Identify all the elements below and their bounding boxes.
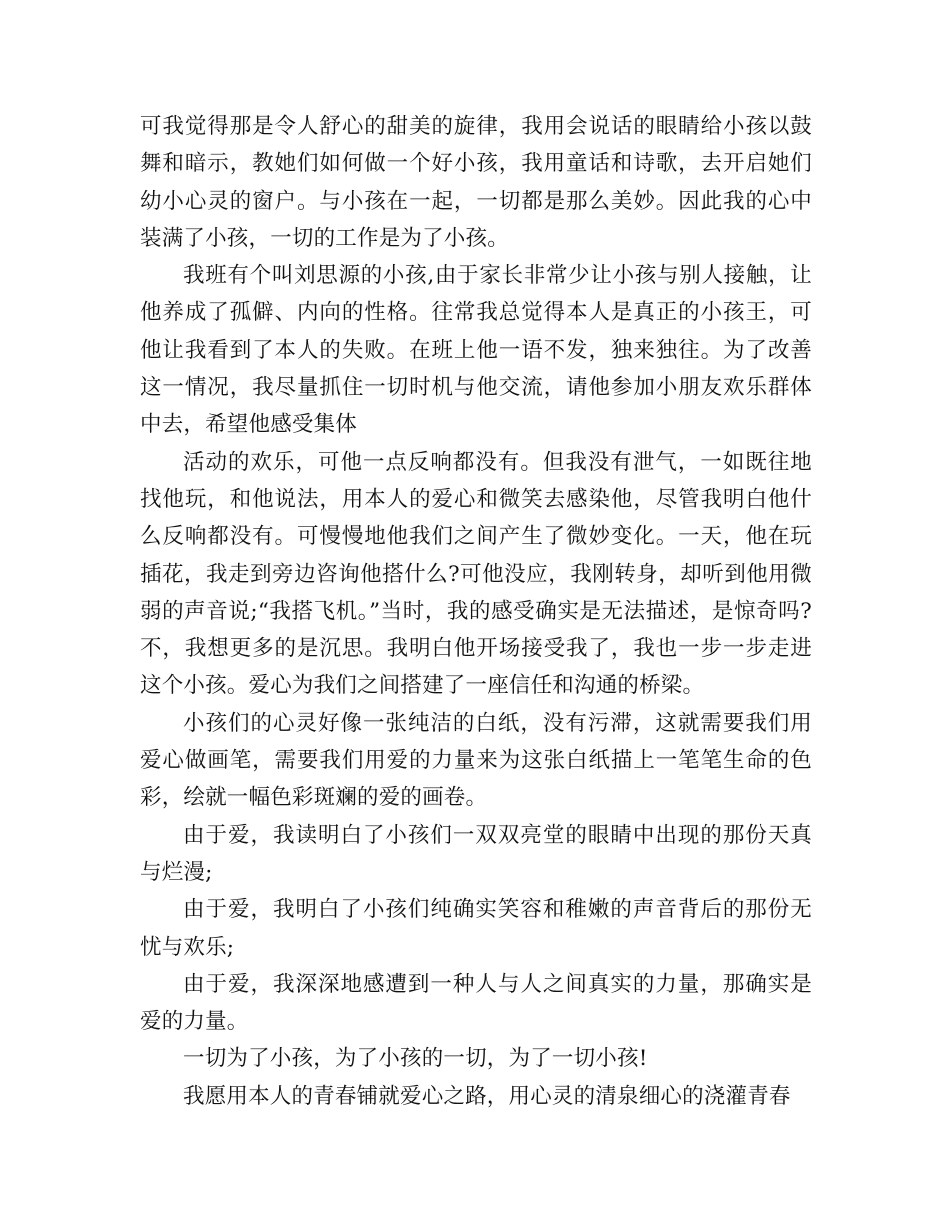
- document-body: [140, 108, 812, 1115]
- paragraph-6: 由于爱，我明白了小孩们纯确实笑容和稚嫩的声音背后的那份无忧与欢乐;: [140, 897, 812, 960]
- paragraph-8: 一切为了小孩，为了小孩的一切，为了一切小孩!: [183, 1046, 648, 1072]
- paragraph-4: 小孩们的心灵好像一张纯洁的白纸，没有污滞，这就需要我们用爱心做画笔，需要我们用爱的力量来为这张白纸描上一笔笔生命的色彩，绘就一幅色彩斑斓的爱的画卷。: [140, 710, 812, 811]
- paragraph-9: 我愿用本人的青春铺就爱心之路，用心灵的清泉细心的浇灌青春: [183, 1083, 791, 1109]
- paragraph-2: 我班有个叫刘思源的小孩,由于家长非常少让小孩与别人接触，让他养成了孤僻、内向的性格。往常我总觉得本人是真正的小孩王，可他让我看到了本人的失败。在班上他一语不发，独来独往。为了改善这一情况，我尽量抓住一切时机与他交流，请他参加小朋友欢乐群体中去，希望他感受集体: [140, 263, 812, 438]
- paragraph-7: 由于爱，我深深地感遭到一种人与人之间真实的力量，那确实是爱的力量。: [140, 971, 812, 1035]
- paragraph-5: 由于爱，我读明白了小孩们一双双亮堂的眼睛中出现的那份天真与烂漫;: [140, 822, 812, 885]
- paragraph-3: 活动的欢乐，可他一点反响都没有。但我没有泄气，一如既往地找他玩，和他说法，用本人的爱心和微笑去感染他，尽管我明白他什么反响都没有。可慢慢地他我们之间产生了微妙变化。一天，他在玩插花，我走到旁边咨询他搭什么?可他没应，我刚转身，却听到他用微弱的声音说;“我搭飞机。”当时，我的感受确实是无法描述，是惊奇吗?不，我想更多的是沉思。我明白他开场接受我了，我也一步一步走进这个小孩。爱心为我们之间搭建了一座信任和沟通的桥梁。: [140, 449, 812, 699]
- paragraph-1: 可我觉得那是令人舒心的甜美的旋律，我用会说话的眼睛给小孩以鼓舞和暗示，教她们如何做一个好小孩，我用童话和诗歌，去开启她们幼小心灵的窗户。与小孩在一起，一切都是那么美妙。因此我的心中装满了小孩，一切的工作是为了小孩。: [140, 114, 812, 251]
